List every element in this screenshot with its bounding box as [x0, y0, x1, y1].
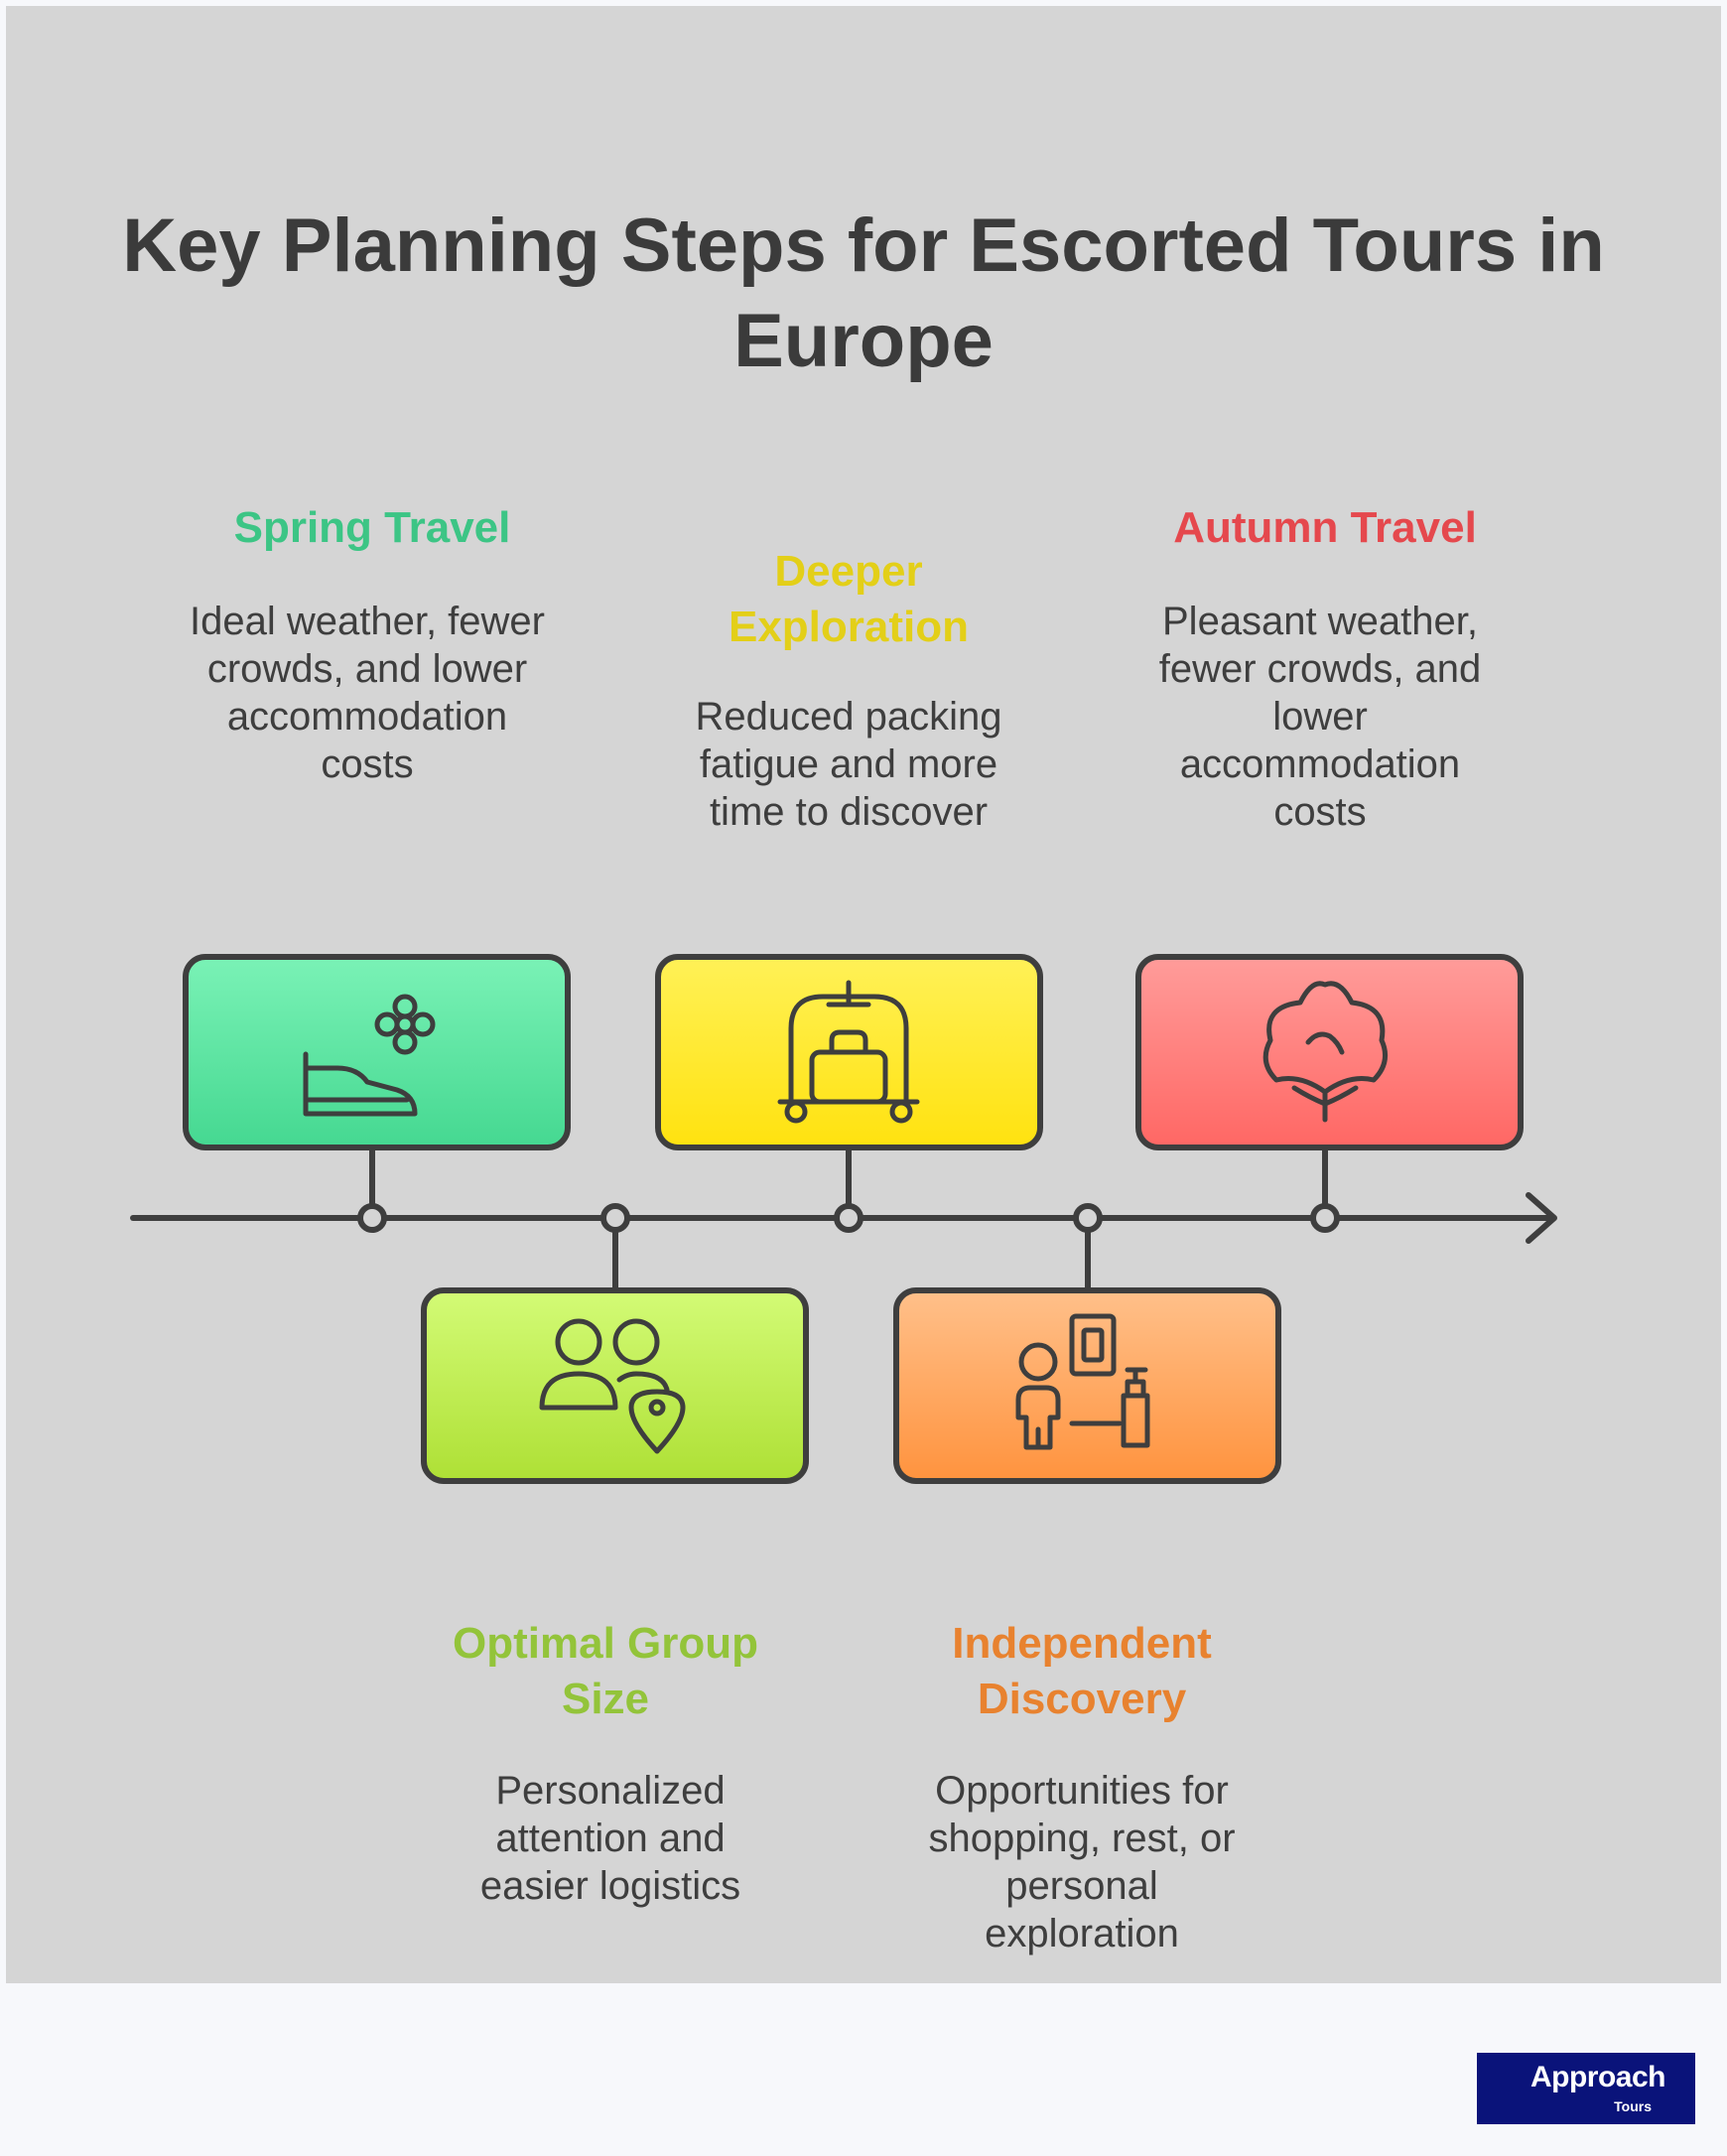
step-description-spring: Ideal weather, fewer crowds, and lower accommodation costs [190, 600, 545, 786]
step-description-group: Personalized attention and easier logistics [479, 1769, 741, 1908]
step-heading-deeper: Deeper Exploration [728, 547, 970, 651]
page-title: Key Planning Steps for Escorted Tours in Europe [122, 203, 1605, 383]
step-description-independent: Opportunities for shopping, rest, or personal exploration [928, 1769, 1236, 1955]
timeline-node-independent [1076, 1206, 1100, 1230]
brand-name: Approach [1529, 2061, 1665, 2093]
step-heading-spring: Spring Travel [233, 503, 511, 552]
step-box-independent [896, 1290, 1278, 1481]
timeline-node-deeper [837, 1206, 861, 1230]
timeline-node-autumn [1313, 1206, 1337, 1230]
brand-logo [1477, 2053, 1695, 2124]
step-box-spring [186, 957, 568, 1147]
timeline-node-spring [360, 1206, 384, 1230]
brand-subtitle: Tours [1614, 2098, 1652, 2114]
step-description-deeper: Reduced packing fatigue and more time to discover [695, 695, 1002, 834]
step-heading-group: Optimal Group Size [453, 1619, 758, 1723]
step-description-autumn: Pleasant weather, fewer crowds, and lower accommodation costs [1158, 600, 1482, 834]
step-heading-autumn: Autumn Travel [1173, 503, 1477, 552]
step-box-group [424, 1290, 806, 1481]
step-heading-independent: Independent Discovery [952, 1619, 1212, 1723]
timeline-node-group [603, 1206, 627, 1230]
